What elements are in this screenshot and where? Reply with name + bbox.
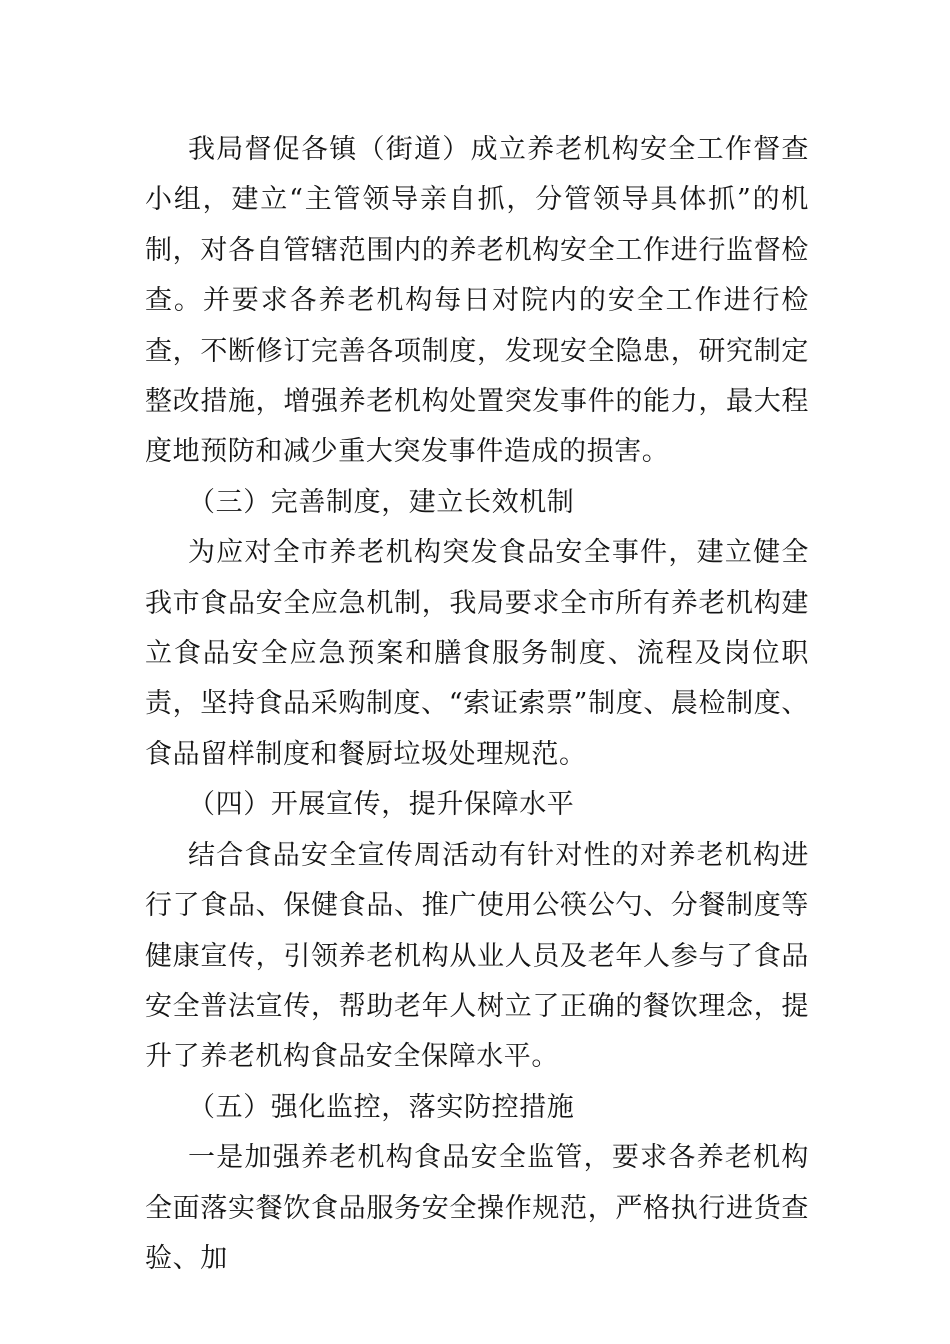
paragraph-supervision: 我局督促各镇（街道）成立养老机构安全工作督查小组，建立“主管领导亲自抓，分管领导具体抓”的机制，对各自管辖范围内的养老机构安全工作进行监督检查。并要求各养老机构每日对院内的安全工作进行检查，不断修订完善各项制度，发现安全隐患，研究制定整改措施，增强养老机构处置突发事件的能力，最大程度地预防和减少重大突发事件造成的损害。: [145, 134, 809, 468]
paragraph-food-safety-mechanism: 为应对全市养老机构突发食品安全事件，建立健全我市食品安全应急机制，我局要求全市所有养老机构建立食品安全应急预案和膳食服务制度、流程及岗位职责，坚持食品采购制度、“索证索票”制度、晨检制度、食品留样制度和餐厨垃圾处理规范。: [145, 537, 809, 770]
document-body: [145, 125, 809, 1284]
section-heading-3: （三）完善制度，建立长效机制: [188, 486, 575, 518]
paragraph-publicity: 结合食品安全宣传周活动有针对性的对养老机构进行了食品、保健食品、推广使用公筷公勺、分餐制度等健康宣传，引领养老机构从业人员及老年人参与了食品安全普法宣传，帮助老年人树立了正确的餐饮理念，提升了养老机构食品安全保障水平。: [145, 839, 809, 1073]
section-heading-5: （五）强化监控，落实防控措施: [188, 1091, 575, 1123]
section-heading-4: （四）开展宣传，提升保障水平: [188, 789, 575, 821]
paragraph-monitoring: 一是加强养老机构食品安全监管，要求各养老机构全面落实餐饮食品服务安全操作规范，严格执行进货查验、加: [145, 1142, 809, 1274]
